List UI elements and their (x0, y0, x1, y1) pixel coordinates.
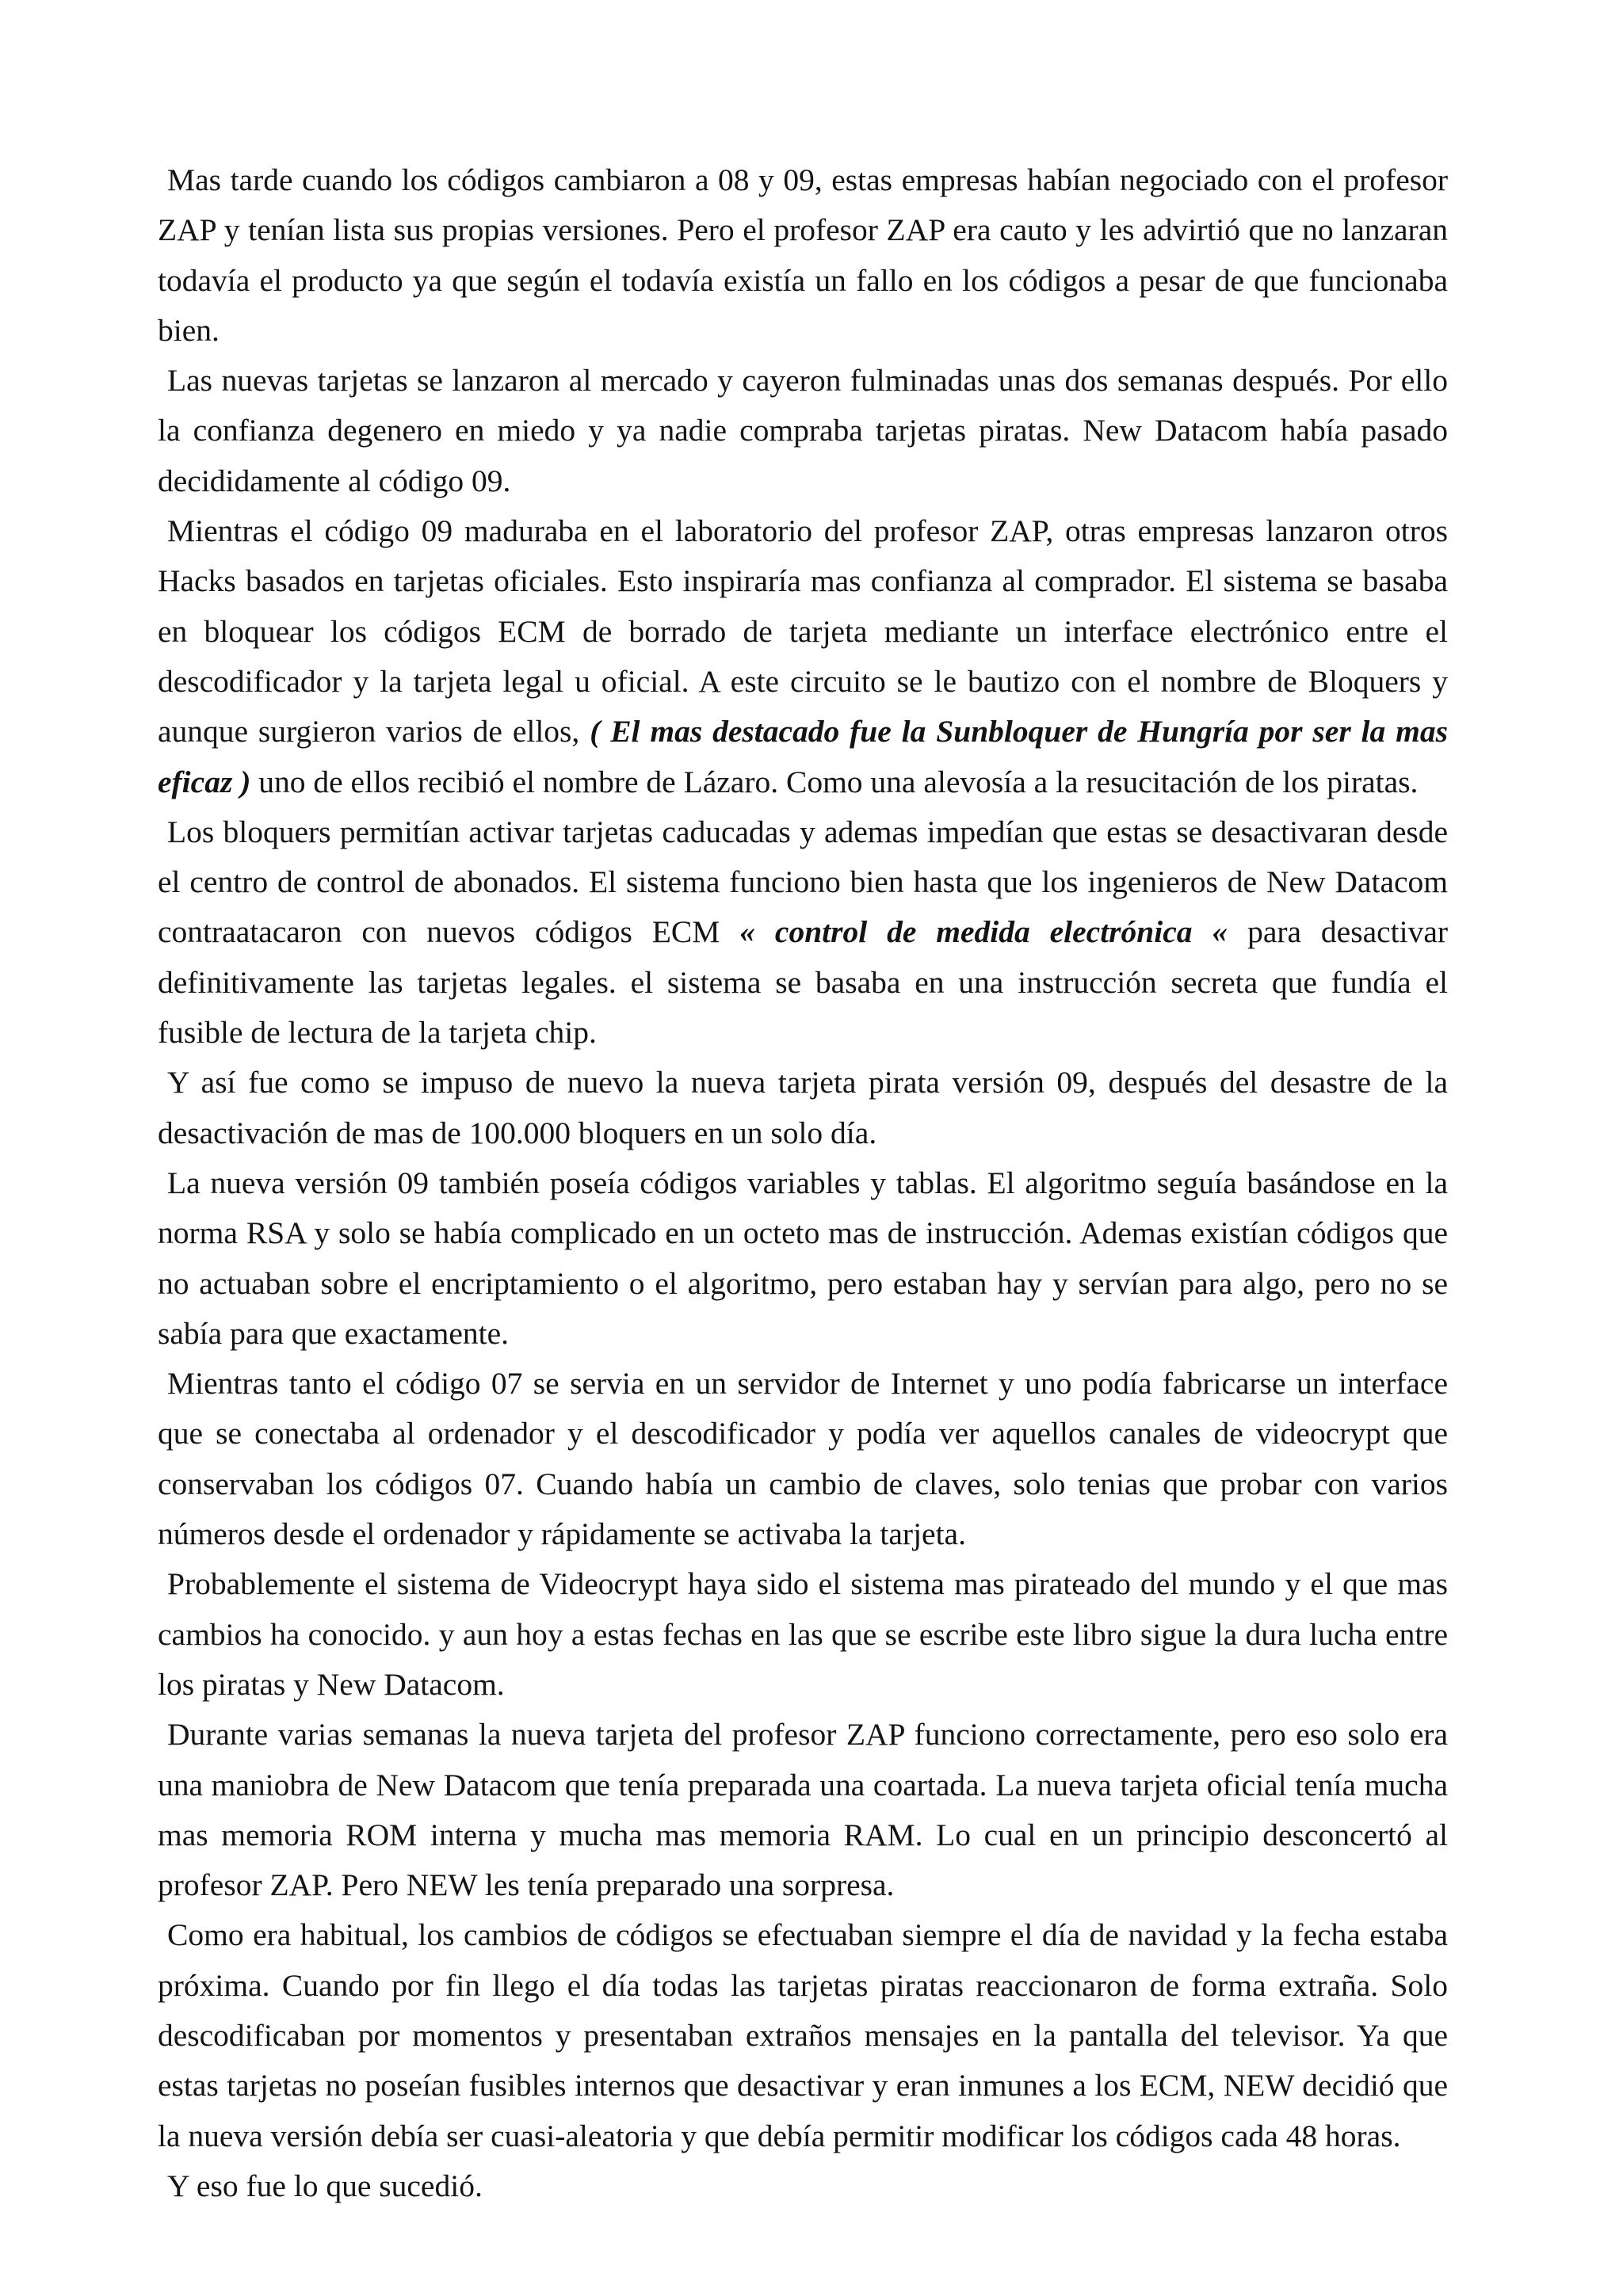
paragraph-4-text-after: para desactivar definitivamente las tarjetas legales. el sistema se basaba en una instrucción secreta que fundía el fusible de lectura de la tarjeta chip. (158, 914, 1449, 1051)
paragraph-3-emphasis: ( El mas destacado fue la Sunbloquer de Hungría por ser la mas eficaz ) (158, 714, 1448, 799)
paragraph-7: Mientras tanto el código 07 se servia en un servidor de Internet y uno podía fabricarse un interface que se conectaba al ordenador y el descodificador y podía ver aquellos canales de videocrypt que conservaban los códigos 07. Cuando había un cambio de claves, solo tenias que probar con varios números desde el ordenador y rápidamente se activaba la tarjeta. (158, 1366, 1448, 1552)
paragraph-3 (158, 506, 1448, 807)
paragraph-10: Como era habitual, los cambios de códigos se efectuaban siempre el día de navidad y la fecha estaba próxima. Cuando por fin llego el día todas las tarjetas piratas reaccionaron de forma extraña. Solo descodificaban por momentos y presentaban extraños mensajes en la pantalla del televisor. Ya que estas tarjetas no poseían fusibles internos que desactivar y eran inmunes a los ECM, NEW decidió que la nueva versión debía ser cuasi-aleatoria y que debía permitir modificar los códigos cada 48 horas. (158, 1917, 1448, 2153)
paragraph-2: Las nuevas tarjetas se lanzaron al mercado y cayeron fulminadas unas dos semanas después. Por ello la confianza degenero en miedo y ya nadie compraba tarjetas piratas. New Datacom había pasado decididamente al código 09. (158, 363, 1448, 498)
paragraph-6: La nueva versión 09 también poseía códigos variables y tablas. El algoritmo seguía basándose en la norma RSA y solo se había complicado en un octeto mas de instrucción. Ademas existían códigos que no actuaban sobre el encriptamiento o el algoritmo, pero estaban hay y servían para algo, pero no se sabía para que exactamente. (158, 1165, 1448, 1351)
paragraph-11: Y eso fue lo que sucedió. (167, 2168, 483, 2203)
document-body (158, 155, 1448, 2211)
paragraph-9: Durante varias semanas la nueva tarjeta del profesor ZAP funciono correctamente, pero eso solo era una maniobra de New Datacom que tenía preparada una coartada. La nueva tarjeta oficial tenía mucha mas memoria ROM interna y mucha mas memoria RAM. Lo cual en un principio desconcertó al profesor ZAP. Pero NEW les tenía preparado una sorpresa. (158, 1717, 1448, 1903)
paragraph-4 (158, 807, 1448, 1058)
paragraph-1: Mas tarde cuando los códigos cambiaron a 08 y 09, estas empresas habían negociado con el profesor ZAP y tenían lista sus propias versiones. Pero el profesor ZAP era cauto y les advirtió que no lanzaran todavía el producto ya que según el todavía existía un fallo en los códigos a pesar de que funcionaba bien. (158, 162, 1448, 348)
paragraph-5: Y así fue como se impuso de nuevo la nueva tarjeta pirata versión 09, después del desastre de la desactivación de mas de 100.000 bloquers en un solo día. (158, 1065, 1448, 1150)
paragraph-3-text-before: Mientras el código 09 maduraba en el laboratorio del profesor ZAP, otras empresas lanzaron otros Hacks basados en tarjetas oficiales. Esto inspiraría mas confianza al comprador. El sistema se basaba en bloquear los códigos ECM de borrado de tarjeta mediante un interface electrónico entre el descodificador y la tarjeta legal u oficial. A este circuito se le bautizo con el nombre de Bloquers y aunque surgieron varios de ellos, (158, 513, 1448, 749)
paragraph-4-emphasis: « control de medida electrónica « (739, 914, 1228, 950)
paragraph-3-text-after: uno de ellos recibió el nombre de Lázaro. Como una alevosía a la resucitación de los piratas. (258, 764, 1419, 799)
paragraph-4-text-before: Los bloquers permitían activar tarjetas caducadas y ademas impedían que estas se desactivaran desde el centro de control de abonados. El sistema funciono bien hasta que los ingenieros de New Datacom contraatacaron con nuevos códigos ECM (158, 814, 1448, 950)
paragraph-8: Probablemente el sistema de Videocrypt haya sido el sistema mas pirateado del mundo y el que mas cambios ha conocido. y aun hoy a estas fechas en las que se escribe este libro sigue la dura lucha entre los piratas y New Datacom. (158, 1566, 1448, 1702)
